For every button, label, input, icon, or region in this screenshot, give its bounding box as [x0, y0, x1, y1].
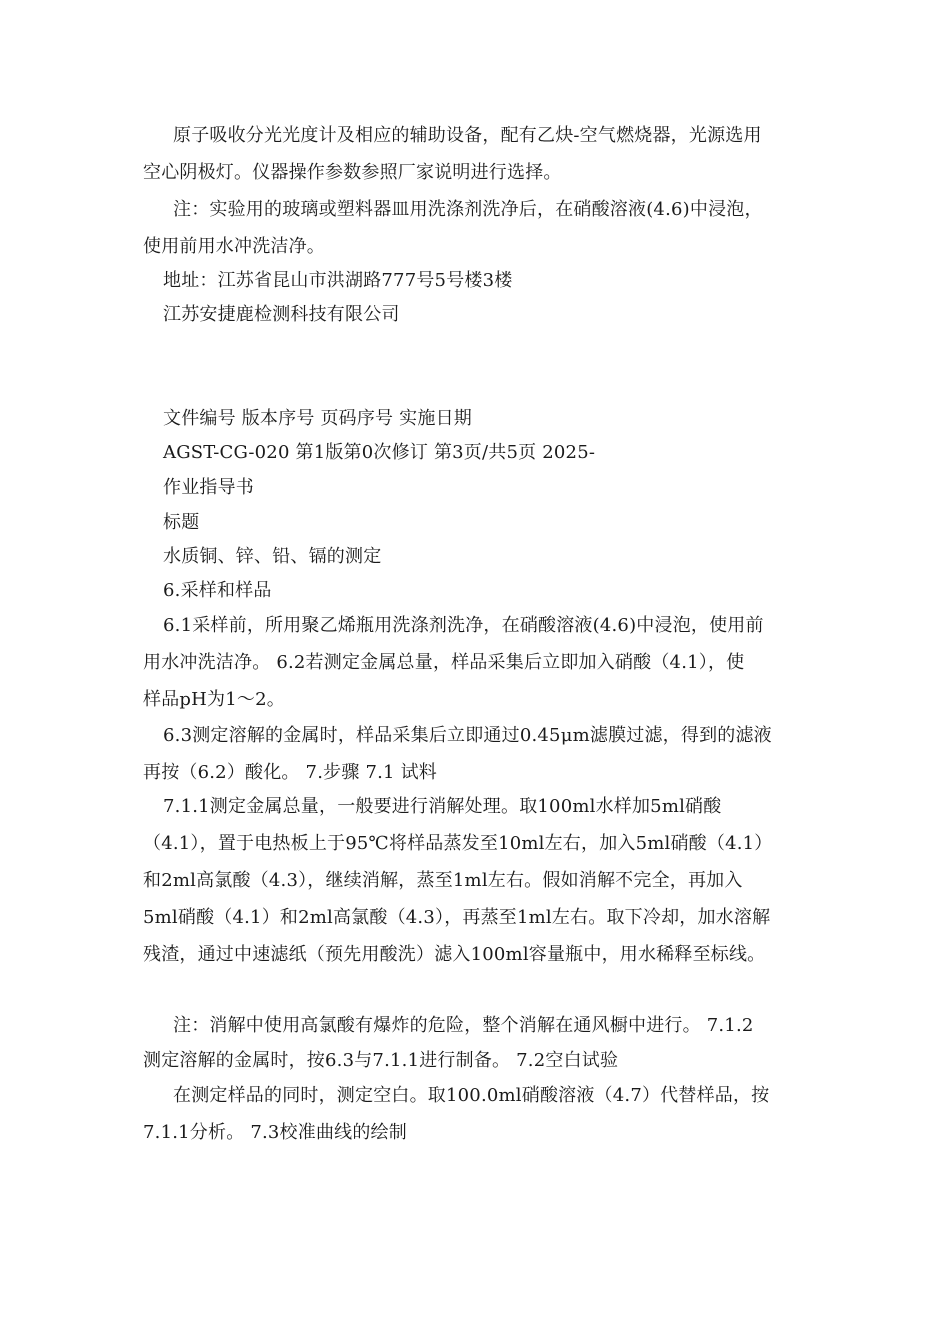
text-line: 在测定样品的同时，测定空白。取100.0ml硝酸溶液（4.7）代替样品，按: [173, 1085, 770, 1106]
text-line: 测定溶解的金属时，按6.3与7.1.1进行制备。 7.2空白试验: [143, 1050, 619, 1071]
text-line: 注：实验用的玻璃或塑料器皿用洗涤剂洗净后，在硝酸溶液(4.6)中浸泡，: [173, 199, 763, 220]
text-line: 残渣，通过中速滤纸（预先用酸洗）滤入100ml容量瓶中，用水稀释至标线。: [143, 944, 766, 965]
text-line: 7.1.1测定金属总量，一般要进行消解处理。取100ml水样加5ml硝酸: [163, 796, 722, 817]
doc-header-labels: 文件编号 版本序号 页码序号 实施日期: [163, 408, 472, 429]
text-line: 5ml硝酸（4.1）和2ml高氯酸（4.3），再蒸至1ml左右。取下冷却，加水溶解: [143, 907, 771, 928]
title-label: 标题: [163, 512, 200, 533]
text-line: 用水冲洗洁净。 6.2若测定金属总量，样品采集后立即加入硝酸（4.1），使: [143, 652, 745, 673]
section-heading: 6.采样和样品: [163, 580, 272, 601]
doc-header-values: AGST-CG-020 第1版第0次修订 第3页/共5页 2025-: [163, 442, 596, 463]
text-line: （4.1），置于电热板上于95℃将样品蒸发至10ml左右，加入5ml硝酸（4.1）: [143, 833, 773, 854]
text-line: 原子吸收分光光度计及相应的辅助设备，配有乙炔-空气燃烧器，光源选用: [173, 125, 762, 146]
text-line: 空心阴极灯。仪器操作参数参照厂家说明进行选择。: [143, 162, 562, 183]
text-line: 样品pH为1～2。: [143, 689, 285, 710]
company-name: 江苏安捷鹿检测科技有限公司: [163, 304, 400, 325]
text-line: 再按（6.2）酸化。 7.步骤 7.1 试料: [143, 762, 437, 783]
text-line: 注：消解中使用高氯酸有爆炸的危险，整个消解在通风橱中进行。 7.1.2: [173, 1015, 754, 1036]
address-line: 地址：江苏省昆山市洪湖路777号5号楼3楼: [163, 270, 513, 291]
text-line: 和2ml高氯酸（4.3），继续消解，蒸至1ml左右。假如消解不完全，再加入: [143, 870, 743, 891]
text-line: 6.3测定溶解的金属时，样品采集后立即通过0.45μm滤膜过滤，得到的滤液: [163, 725, 772, 746]
text-line: 7.1.1分析。 7.3校准曲线的绘制: [143, 1122, 407, 1143]
text-line: 6.1采样前，所用聚乙烯瓶用洗涤剂洗净，在硝酸溶液(4.6)中浸泡，使用前: [163, 615, 764, 636]
doc-type: 作业指导书: [163, 477, 254, 498]
text-line: 使用前用水冲洗洁净。: [143, 236, 325, 257]
doc-title: 水质铜、锌、铅、镉的测定: [163, 546, 382, 567]
